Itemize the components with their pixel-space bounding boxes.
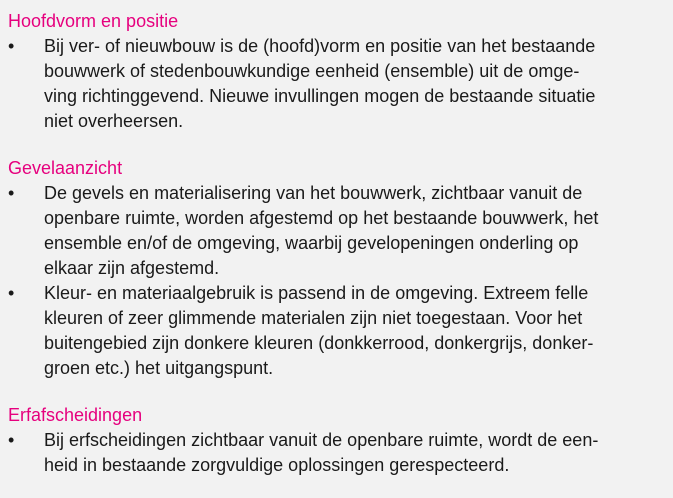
- section-erfafscheidingen: [8, 403, 665, 478]
- bullet-list: [8, 428, 665, 478]
- text-line: Kleur- en materiaalgebruik is passend in de omgeving. Extreem felle: [44, 283, 589, 303]
- section-hoofdvorm-en-positie: [8, 9, 665, 134]
- bullet-list: [8, 181, 665, 381]
- list-item: [8, 281, 665, 381]
- text-line: groen etc.) het uitgangspunt.: [44, 358, 274, 378]
- text-line: niet overheersen.: [44, 111, 184, 131]
- bullet-icon: •: [8, 430, 15, 450]
- list-item: [8, 34, 665, 134]
- text-line: heid in bestaande zorgvuldige oplossingen gerespecteerd.: [44, 455, 510, 475]
- section-title: Erfafscheidingen: [8, 405, 143, 425]
- text-line: openbare ruimte, worden afgestemd op het bestaande bouwwerk, het: [44, 208, 599, 228]
- section-title: Gevelaanzicht: [8, 158, 123, 178]
- text-line: ving richtinggevend. Nieuwe invullingen mogen de bestaande situatie: [44, 86, 596, 106]
- text-line: bouwwerk of stedenbouwkundige eenheid (ensemble) uit de omge-: [44, 61, 580, 81]
- bullet-text: [44, 34, 665, 134]
- bullet-icon: •: [8, 283, 15, 303]
- bullet-list: [8, 34, 665, 134]
- bullet-icon: •: [8, 36, 15, 56]
- text-line: ensemble en/of de omgeving, waarbij gevelopeningen onderling op: [44, 233, 579, 253]
- text-line: buitengebied zijn donkere kleuren (donkkerrood, donkergrijs, donker-: [44, 333, 594, 353]
- text-line: Bij erfscheidingen zichtbaar vanuit de openbare ruimte, wordt de een-: [44, 430, 599, 450]
- bullet-icon: •: [8, 183, 15, 203]
- text-line: kleuren of zeer glimmende materialen zijn niet toegestaan. Voor het: [44, 308, 583, 328]
- text-line: elkaar zijn afgestemd.: [44, 258, 220, 278]
- bullet-text: [44, 181, 665, 281]
- list-item: [8, 428, 665, 478]
- section-gevelaanzicht: [8, 156, 665, 381]
- bullet-text: [44, 281, 665, 381]
- list-item: [8, 181, 665, 281]
- text-line: Bij ver- of nieuwbouw is de (hoofd)vorm en positie van het bestaande: [44, 36, 596, 56]
- bullet-text: [44, 428, 665, 478]
- section-title: Hoofdvorm en positie: [8, 11, 179, 31]
- text-line: De gevels en materialisering van het bouwwerk, zichtbaar vanuit de: [44, 183, 583, 203]
